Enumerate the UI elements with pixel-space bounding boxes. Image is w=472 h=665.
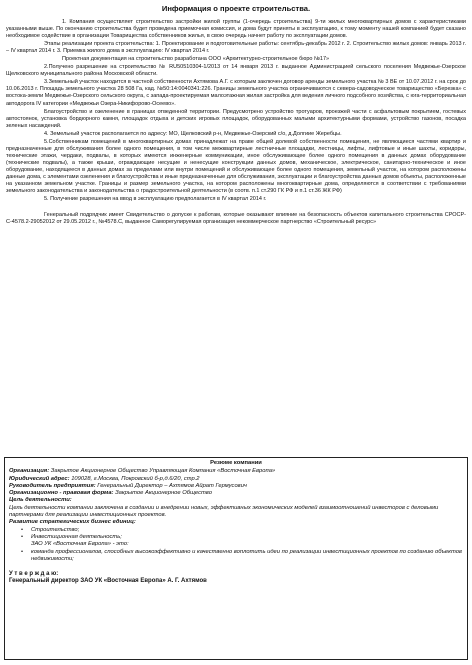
document-title: Информация о проекте строительства. xyxy=(161,4,311,13)
approve-label: У т в е р ж д а ю: xyxy=(9,571,59,578)
paragraph: 1. Компания осуществляет строительство застройки жилой группы (1-очередь строительства) 9-ти жилых многоквартирных домов с характеристиками указанными выше. По окончанию строительства будет проведена приемочная комиссия, и дома будут приняты в эксплуатацию, к тому моменту нашей компанией будет сказано необходимое содействие в организации Товарищества собственников жилья, в свою очередь начнет работу по эксплуатации домов. xyxy=(6,19,466,40)
signature-line: Генеральный директор ЗАО УК «Восточная Европа» А. Г. Ахтямов xyxy=(9,578,207,585)
list-item: • Инвестиционная деятельность; xyxy=(31,534,463,541)
paragraph-gap xyxy=(6,204,466,212)
addr-value: 109028, г.Москва, Покровский б-р,д.6/20, стр.2 xyxy=(71,475,200,482)
resume-form xyxy=(9,490,463,497)
paragraph: Благоустройство и озеленение в границах отведенной территории. Предусмотрено устройство тротуаров, проезжей части с асфальтовым покрытием, гостевых автостоянок, установка бордюрного камня, площадок отдыха и детских игровых площадок, оборудованных малыми архитектурными формами, устройство газонов, посадка зеленых насаждений. xyxy=(6,108,466,129)
resume-title: Резюме компании xyxy=(210,460,262,466)
paragraph: Проектная документация на строительство разработана ООО «Архитектурно-строительное бюро №17» xyxy=(62,56,330,63)
resume-organization xyxy=(9,468,463,475)
list-item: • команда профессионалов, способных высокоэффективно и качественно воплотить идеи по реализации инвестиционных проектов по созданию объектов недвижимости; xyxy=(31,549,463,564)
head-label: Руководитель предприятия: xyxy=(9,482,96,489)
paragraph: 2.Получено разрешение на строительство № RU50510304-1/2013 от 14 января 2013 г. выданное Администрацией сельского поселения Медвежье-Озерское Щелковского муниципального района Московской области. xyxy=(6,64,466,78)
paragraph: Этапы реализации проекта строительства: 1. Проектирование и подготовительные работы: сентябрь-декабрь 2012 г. 2. Строительство жилых домов: январь 2013 г. – IV квартал 2014 г. 3. Приемка жилого дома в эксплуатацию: IV квартал 2014 г. xyxy=(6,41,466,55)
document-body xyxy=(6,19,466,226)
list-item: ЗАО УК «Восточная Европа» - это: xyxy=(31,541,129,548)
dev-label: Развитие стратегических бизнес единиц: xyxy=(9,519,136,526)
paragraph: 3.Земельный участок находится в частной собственности Ахтямова А.Г. с которым заключен договор аренды земельного участка № 3 ВЕ от 10.07.2012 г. на срок до 10.06.2013 г. Площадь земельного участка 28 508 Га, кад. №50:14:0040341:226. Границы земельного участка ограничиваются с севера-садоводческое товарищество «Березка» с востока-земли Медвежье-Озерского сельского округа, с запада-проектируемая малоэтажная жилая застройка для ведения личного подсобного хозяйства, с юга-территориальная автодорога IV категории «Медвежьи Озера-Никифорово-Осеево». xyxy=(6,79,466,107)
goal-text: Цель деятельности компании заключена в создании и внедрении новых, эффективных экономических моделей взаимоотношений инвесторов с деловыми партнерами для реализации инвестиционных проектов. xyxy=(9,504,439,519)
addr-label: Юридический адрес: xyxy=(9,475,70,482)
paragraph: 5.Собственникам помещений в многоквартирных домах принадлежат на праве общей долевой собственности помещения, не являющиеся частями квартир и предназначенные для обслуживания более одного помещения, в том числе межквартирные лестничные площадки, лестницы, лифты, лифтовые и иные шахты, коридоры, технические этажи, чердаки, подвалы, в которых имеются инженерные коммуникации, иное обслуживающее более одного помещения в данных домах оборудование (технические подвалы), а также крыши, ограждающие несущие и ненесущие конструкции данных домов, механическое, электрическое, санитарно-техническое и иное оборудование, находящееся в данных домах за пределами или внутри помещений и обслуживающее более одного помещения, земельный участок, на котором расположены данные дома, с элементами озеленения и благоустройства и иные предназначенные для обслуживания, эксплуатации и благоустройства данных домов объекты, расположенные на указанном земельном участке. Границы и размер земельного участка, на котором расположены многоквартирные дома, определяются в соответствии с требованиями земельного законодательства и законодательства о градостроительной деятельности (в соотв. п.1 ст.290 ГК РФ и п.1 ст.36 ЖК РФ) xyxy=(6,138,466,195)
resume-address xyxy=(9,476,463,483)
paragraph: 5. Получение разрешения на ввод в эксплуатацию предполагается в IV квартал 2014 г. xyxy=(44,196,267,203)
company-resume-box xyxy=(4,457,468,660)
dev-list xyxy=(9,527,463,563)
goal-label: Цель деятельности: xyxy=(9,497,72,504)
head-value: Генеральный Директор – Ахтямов Айрат Гермусович xyxy=(97,482,247,489)
org-value: Закрытое Акционерное Общество Управляющая Компания «Восточная Европа» xyxy=(50,468,276,475)
list-item: • Строительство; xyxy=(31,527,463,534)
form-value: Закрытое Акционерное Общество xyxy=(115,490,212,497)
org-label: Организация: xyxy=(9,468,50,475)
paragraph: Генеральный подрядчик имеет Свидетельство о допуске к работам, которые оказывают влияние на безопасность объектов капитального строительства СРОСР-С-4578.2-29052012 от 29.05.2012 г., №4578.С, выданное Саморегулируемая организация некоммерческое партнерство «Строительный ресурс» xyxy=(6,212,466,226)
paragraph: 4. Земельный участок располагается по адресу: МО, Щелковский р-н, Медвежье-Озерский с/о, д.Долгиие Жеребцы. xyxy=(44,130,342,137)
form-label: Организационно - правовая форма: xyxy=(9,490,114,497)
